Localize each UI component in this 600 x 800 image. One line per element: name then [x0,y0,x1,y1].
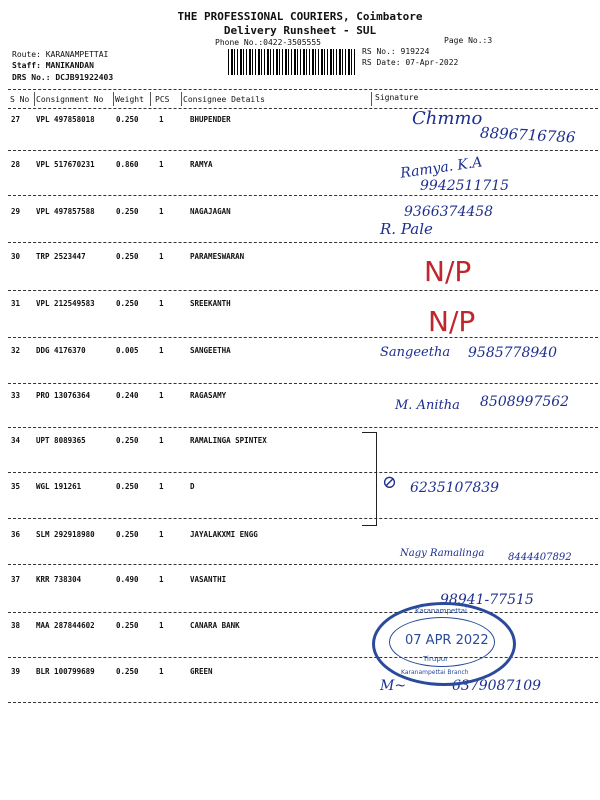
drs-number: DRS No.: DCJB91922403 [12,73,114,82]
table-row: 34 UPT 8089365 0.250 1 RAMALINGA SPINTEX [11,436,267,445]
document-subtitle: Delivery Runsheet - SUL [223,24,377,37]
row-divider [8,564,598,565]
header-bottom-rule [8,108,598,109]
post-office-stamp [372,602,516,686]
handwritten-phone: 6379087109 [452,678,542,694]
handwritten-phone: 8444407892 [508,552,572,563]
rs-date: RS Date: 07-Apr-2022 [362,58,459,67]
row-divider [8,150,598,151]
handwritten-phone: 9366374458 [404,204,494,220]
handwritten-signature: M~ [380,678,407,694]
stamp-city: Tirupur [423,655,449,663]
handwritten-signature: Ramya. K.A [399,154,484,182]
table-row: 39 BLR 100799689 0.250 1 GREEN [11,667,213,676]
document-title: THE PROFESSIONAL COURIERS, Coimbatore [177,10,423,23]
col-divider [113,92,114,106]
stamp-top-text: Karanampettai [415,607,467,615]
col-divider [181,92,182,106]
row-divider [8,195,598,196]
page-number: Page No.:3 [444,36,493,45]
handwritten-phone: 9585778940 [468,345,558,361]
table-row: 29 VPL 497857588 0.250 1 NAGAJAGAN [11,207,231,216]
handwritten-phone: 9942511715 [420,178,510,194]
table-row: 38 MAA 287844602 0.250 1 CANARA BANK [11,621,240,630]
col-weight: Weight [115,95,144,104]
handwritten-signature: M. Anitha [395,398,460,413]
rs-number: RS No.: 919224 [362,47,430,56]
handwritten-phone: 98941-77515 [440,592,534,608]
handwritten-signature: R. Pale [380,220,433,238]
col-divider [371,92,372,106]
row-divider [8,702,598,703]
bracket-mark [362,432,377,526]
col-consignee: Consignee Details [183,95,265,104]
col-pcs: PCS [155,95,170,104]
col-sno: S No [10,95,30,104]
not-present-mark: N/P [428,305,476,338]
row-divider [8,242,598,243]
table-row: 27 VPL 497858018 0.250 1 BHUPENDER [11,115,231,124]
row-divider [8,337,598,338]
table-row: 32 DDG 4176370 0.005 1 SANGEETHA [11,346,231,355]
row-divider [8,290,598,291]
col-consignment: Consignment No [36,95,104,104]
table-row: 37 KRR 738304 0.490 1 VASANTHI [11,575,227,584]
handwritten-signature: Nagy Ramalinga [400,548,485,559]
row-divider [8,472,598,473]
row-divider [8,427,598,428]
handwritten-phone: 8896716786 [479,123,576,147]
staff-label: Staff: MANIKANDAN [12,61,94,70]
stamp-date: 07 APR 2022 [405,633,489,648]
row-divider [8,612,598,613]
header-top-rule [8,89,598,90]
stamp-bottom-text: Karanampettai Branch [401,669,469,676]
col-signature: Signature [375,93,419,102]
table-row: 31 VPL 212549583 0.250 1 SREEKANTH [11,299,231,308]
table-row: 36 SLM 292918980 0.250 1 JAYALAKXMI ENGG [11,530,258,539]
handwritten-initial: ⊘ [382,472,398,493]
col-divider [34,92,35,106]
table-row: 35 WGL 191261 0.250 1 D [11,482,195,491]
row-divider [8,518,598,519]
handwritten-signature: Chmmo [412,108,483,129]
col-divider [150,92,151,106]
barcode [228,49,356,75]
handwritten-phone: 8508997562 [480,394,570,410]
table-row: 33 PRO 13076364 0.240 1 RAGASAMY [11,391,227,400]
route-label: Route: KARANAMPETTAI [12,50,109,59]
not-present-mark: N/P [424,255,472,288]
phone-number: Phone No.:0422-3505555 [215,38,321,47]
row-divider [8,383,598,384]
table-row: 30 TRP 2523447 0.250 1 PARAMESWARAN [11,252,245,261]
table-row: 28 VPL 517670231 0.860 1 RAMYA [11,160,213,169]
handwritten-signature: Sangeetha [380,345,451,360]
handwritten-phone: 6235107839 [410,480,500,496]
